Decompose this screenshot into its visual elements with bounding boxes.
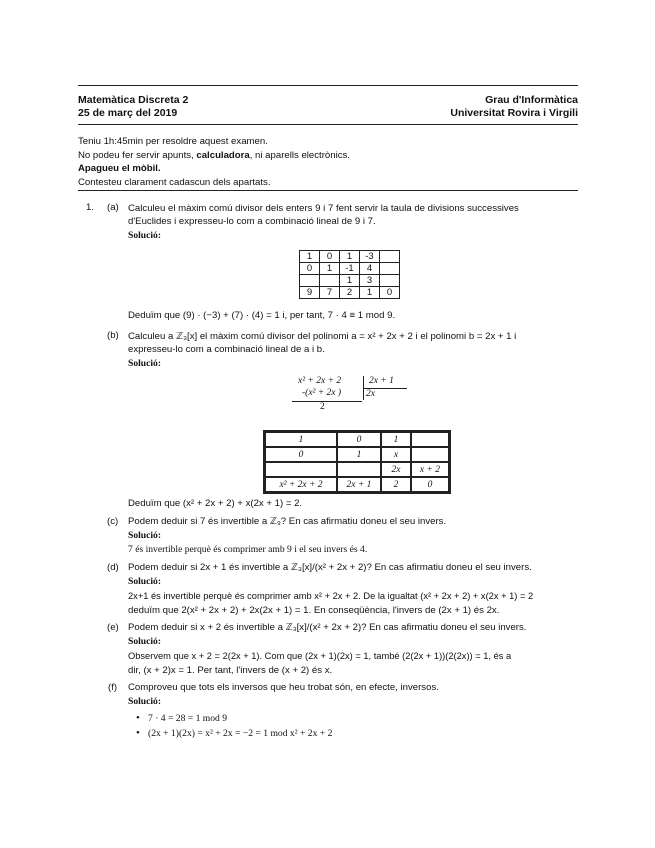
table-cell: 2 — [381, 477, 411, 492]
instructions-rule — [78, 190, 578, 191]
problem-number: 1. — [86, 202, 95, 213]
table-cell — [380, 251, 400, 263]
table-cell: x — [381, 447, 411, 462]
course-title: Matemàtica Discreta 2 — [78, 94, 189, 106]
polynomial-division — [290, 376, 420, 418]
table-cell — [337, 462, 381, 477]
part-c-statement: Podem deduir si 7 és invertible a ℤ₉? En cas afirmatiu doneu el seu invers. — [128, 516, 447, 527]
instructions — [78, 135, 350, 189]
part-b-statement: Calculeu a ℤ₃[x] el màxim comú divisor del polinomi a = x² + 2x + 2 i el polinomi b = 2x + 1 i expresseu-lo com a combinació lineal de a i b. — [128, 331, 517, 355]
part-f-bullets — [134, 713, 332, 743]
table-cell: 2x — [381, 462, 411, 477]
part-a-statement: Calculeu el màxim comú divisor dels enters 9 i 7 fent servir la taula de divisions successives d'Euclides i expresseu-lo com a combinació lineal de 9 i 7. — [128, 203, 519, 227]
header-bottom-rule — [78, 124, 578, 125]
table-cell — [380, 275, 400, 287]
table-cell: 1 — [340, 275, 360, 287]
table-cell: 1 — [265, 432, 337, 447]
part-d-solution-label: Solució: — [128, 576, 162, 587]
part-a-solution-label: Solució: — [128, 230, 162, 241]
part-d-answer: 2x+1 és invertible perquè és comprimer amb x² + 2x + 2. De la igualtat (x² + 2x + 2) + x(2x + 1) = 2 deduïm que 2(x² + 2x + 2) + 2x(2x + 1) = 1. En conseqüència, l'invers de (2x + 1) és 2x. — [128, 591, 534, 616]
part-b-solution-label: Solució: — [128, 358, 162, 369]
part-a-label: (a) — [107, 202, 119, 213]
instruction-time: Teniu 1h:45min per resoldre aquest examen. — [78, 136, 268, 147]
part-c-answer: 7 és invertible perquè és comprimer amb 9 i el seu invers és 4. — [128, 544, 368, 555]
table-cell: 1 — [340, 251, 360, 263]
part-b-conclusion: Deduïm que (x² + 2x + 2) + x(2x + 1) = 2. — [128, 498, 303, 509]
table-cell — [411, 432, 449, 447]
list-item: • 7 · 4 = 28 = 1 mod 9 — [134, 713, 332, 728]
table-row — [300, 251, 400, 263]
part-e-statement: Podem deduir si x + 2 és invertible a ℤ₃[x]/(x² + 2x + 2)? En cas afirmatiu doneu el seu invers. — [128, 622, 527, 633]
table-cell: 9 — [300, 287, 320, 299]
degree-name: Grau d'Informàtica — [485, 94, 578, 106]
table-cell — [300, 275, 320, 287]
table-cell: -3 — [360, 251, 380, 263]
instruction-materials: No podeu fer servir apunts, calculadora, ni aparells electrònics. — [78, 149, 350, 161]
table-cell: 0 — [411, 477, 449, 492]
part-d-statement: Podem deduir si 2x + 1 és invertible a ℤ₃[x]/(x² + 2x + 2)? En cas afirmatiu doneu el seu invers. — [128, 562, 532, 573]
table-row — [265, 447, 449, 462]
table-row — [265, 432, 449, 447]
part-c-label: (c) — [107, 516, 119, 527]
division-quotient: 2x — [366, 389, 375, 399]
table-cell — [265, 462, 337, 477]
exam-date: 25 de març del 2019 — [78, 107, 178, 119]
part-a-conclusion: Deduïm que (9) · (−3) + (7) · (4) = 1 i, per tant, 7 · 4 ≡ 1 mod 9. — [128, 310, 396, 321]
table-cell: 4 — [360, 263, 380, 275]
table-cell: 1 — [337, 447, 381, 462]
table-cell: 0 — [300, 263, 320, 275]
table-cell: 7 — [320, 287, 340, 299]
polynomial-euclid-table — [263, 430, 451, 494]
table-cell — [380, 263, 400, 275]
part-e-solution-label: Solució: — [128, 636, 162, 647]
part-c-solution-label: Solució: — [128, 530, 162, 541]
table-cell — [320, 275, 340, 287]
part-f-solution-label: Solució: — [128, 696, 162, 707]
list-item: • (2x + 1)(2x) = x² + 2x = −2 = 1 mod x² + 2x + 2 — [134, 728, 332, 743]
table-row — [300, 275, 400, 287]
table-row — [300, 263, 400, 275]
table-cell — [411, 447, 449, 462]
division-divisor: 2x + 1 — [369, 376, 394, 386]
table-cell: 2 — [340, 287, 360, 299]
table-cell: 1 — [300, 251, 320, 263]
table-row — [265, 462, 449, 477]
instruction-answer: Contesteu clarament cadascun dels apartats. — [78, 176, 271, 188]
part-f-label: (f) — [108, 682, 118, 693]
table-row — [265, 477, 449, 492]
division-dividend: x² + 2x + 2 — [298, 376, 342, 386]
instruction-phone: Apagueu el mòbil. — [78, 163, 161, 174]
table-cell: 1 — [381, 432, 411, 447]
table-cell: x² + 2x + 2 — [265, 477, 337, 492]
division-subtract-rule — [292, 401, 362, 402]
table-row — [300, 287, 400, 299]
table-cell: 0 — [337, 432, 381, 447]
table-cell: 3 — [360, 275, 380, 287]
table-cell: 0 — [320, 251, 340, 263]
euclid-table — [299, 250, 400, 299]
part-e-label: (e) — [107, 622, 119, 633]
part-e-answer: Observem que x + 2 = 2(2x + 1). Com que (2x + 1)(2x) = 1, també (2(2x + 1))(2(2x)) = 1, és a dir, (x + 2)x = 1. Per tant, l'invers de (x + 2) és x. — [128, 651, 512, 676]
part-f-statement: Comproveu que tots els inversos que heu trobat són, en efecte, inversos. — [128, 682, 439, 693]
division-remainder: 2 — [320, 402, 325, 412]
table-cell: -1 — [340, 263, 360, 275]
table-cell: 0 — [265, 447, 337, 462]
part-b-label: (b) — [107, 330, 119, 341]
table-cell: x + 2 — [411, 462, 449, 477]
part-d-label: (d) — [107, 562, 119, 573]
table-cell: 0 — [380, 287, 400, 299]
table-cell: 2x + 1 — [337, 477, 381, 492]
university-name: Universitat Rovira i Virgili — [450, 107, 578, 119]
table-cell: 1 — [320, 263, 340, 275]
division-subtract: -(x² + 2x ) — [302, 388, 342, 398]
table-cell: 1 — [360, 287, 380, 299]
header-top-rule — [78, 85, 578, 86]
